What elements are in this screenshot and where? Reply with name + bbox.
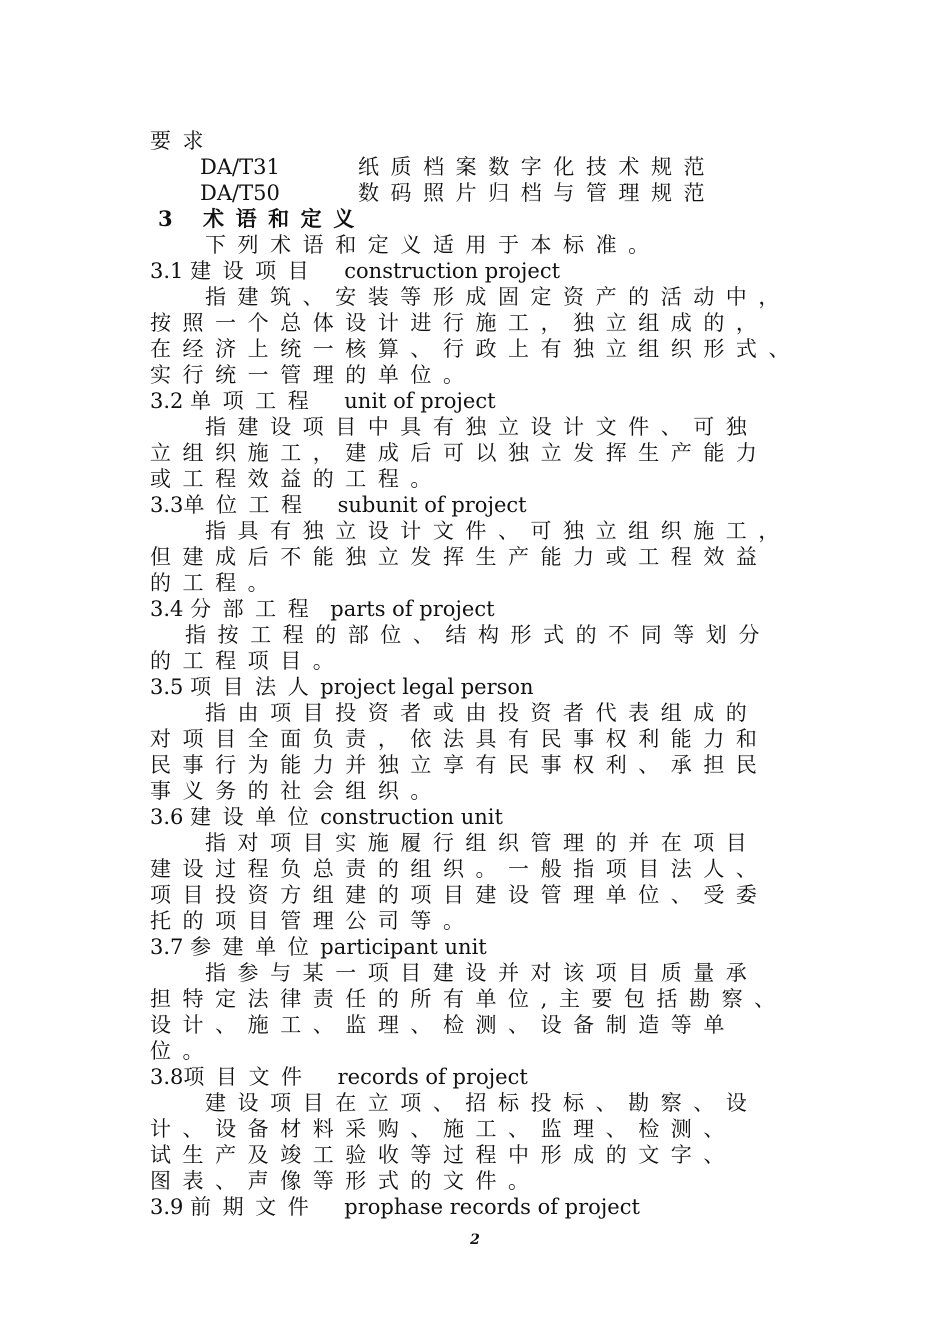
term-english: subunit of project xyxy=(337,493,527,517)
term-english: records of project xyxy=(337,1065,528,1089)
text-line: 试生产及竣工验收等过程中形成的文字、 xyxy=(150,1143,736,1167)
text-line: 事义务的社会组织。 xyxy=(150,779,443,803)
text-line: 建设项目在立项、招标投标、勘察、设 xyxy=(205,1091,759,1115)
term-chinese: 项目法人 xyxy=(190,675,321,699)
term-number: 3.7 xyxy=(150,935,191,959)
text-line: 位。 xyxy=(150,1039,216,1063)
term-chinese: 项目文件 xyxy=(183,1065,314,1089)
text-line: 计、设备材料采购、施工、监理、检测、 xyxy=(150,1117,736,1141)
text-line: 下列术语和定义适用于本标准。 xyxy=(205,233,661,257)
text-line: 对项目全面负责，依法具有民事权利能力和 xyxy=(150,727,769,751)
term-number: 3.1 xyxy=(150,259,191,283)
text-line: 指按工程的部位、结构形式的不同等划分 xyxy=(185,623,771,647)
text-line: 设计、施工、监理、检测、设备制造等单 xyxy=(150,1013,736,1037)
term-chinese: 建设项目 xyxy=(190,259,321,283)
text-line: 项目投资方组建的项目建设管理单位、受委 xyxy=(150,883,769,907)
term-number: 3.9 xyxy=(150,1195,191,1219)
term-english: prophase records of project xyxy=(344,1195,640,1219)
term-english: unit of project xyxy=(344,389,496,413)
term-english: construction project xyxy=(344,259,561,283)
reference-title: 数码照片归档与管理规范 xyxy=(358,181,717,205)
text-line: 指对项目实施履行组织管理的并在项目 xyxy=(205,831,759,855)
term-number: 3.6 xyxy=(150,805,191,829)
section-heading: 3 术语和定义 xyxy=(158,206,366,231)
page-number: 2 xyxy=(470,1232,480,1248)
term-heading xyxy=(150,492,810,518)
text-line: 指建设项目中具有独立设计文件、可独 xyxy=(205,415,759,439)
text-line: 在经济上统一核算、行政上有独立组织形式、 xyxy=(150,337,801,361)
term-chinese: 单位工程 xyxy=(183,493,314,517)
text-line: 要求 xyxy=(150,129,216,153)
text-line: 指具有独立设计文件、可独立组织施工， xyxy=(205,519,791,543)
text-line: 指建筑、安装等形成固定资产的活动中， xyxy=(205,285,791,309)
term-heading xyxy=(150,1064,810,1090)
text-line: 民事行为能力并独立享有民事权利、承担民 xyxy=(150,753,769,777)
text-line: 按照一个总体设计进行施工，独立组成的， xyxy=(150,311,769,335)
term-heading xyxy=(150,674,810,700)
term-chinese: 单项工程 xyxy=(190,389,321,413)
term-chinese: 参建单位 xyxy=(190,935,321,959)
text-line: 立组织施工，建成后可以独立发挥生产能力 xyxy=(150,441,769,465)
term-english: project legal person xyxy=(320,675,534,699)
reference-line xyxy=(200,154,860,180)
text-line: 建设过程负总责的组织。一般指项目法人、 xyxy=(150,857,769,881)
term-heading xyxy=(150,388,810,414)
term-number: 3.2 xyxy=(150,389,191,413)
text-line: 的工程。 xyxy=(150,571,281,595)
term-heading xyxy=(150,934,810,960)
term-heading xyxy=(150,1194,810,1220)
text-line: 指由项目投资者或由投资者代表组成的 xyxy=(205,701,759,725)
term-number: 3.5 xyxy=(150,675,191,699)
text-line: 担特定法律责任的所有单位,主要包括勘察、 xyxy=(150,987,787,1011)
text-line: 实行统一管理的单位。 xyxy=(150,363,476,387)
term-number: 3.4 xyxy=(150,597,191,621)
text-line: 或工程效益的工程。 xyxy=(150,467,443,491)
text-line: 图表、声像等形式的文件。 xyxy=(150,1169,541,1193)
text-line: 指参与某一项目建设并对该项目质量承 xyxy=(205,961,759,985)
reference-title: 纸质档案数字化技术规范 xyxy=(358,155,717,179)
term-chinese: 前期文件 xyxy=(190,1195,321,1219)
term-chinese: 分部工程 xyxy=(190,597,321,621)
term-heading xyxy=(150,804,810,830)
reference-code: DA/T31 xyxy=(200,155,280,179)
reference-line xyxy=(200,180,860,206)
term-number: 3.3 xyxy=(150,493,184,517)
term-chinese: 建设单位 xyxy=(190,805,321,829)
term-heading xyxy=(150,596,810,622)
text-line: 但建成后不能独立发挥生产能力或工程效益 xyxy=(150,545,769,569)
term-number: 3.8 xyxy=(150,1065,184,1089)
text-line: 的工程项目。 xyxy=(150,649,346,673)
text-line: 托的项目管理公司等。 xyxy=(150,909,476,933)
term-english: participant unit xyxy=(320,935,487,959)
term-heading xyxy=(150,258,810,284)
reference-code: DA/T50 xyxy=(200,181,280,205)
term-english: parts of project xyxy=(330,597,495,621)
term-english: construction unit xyxy=(320,805,503,829)
